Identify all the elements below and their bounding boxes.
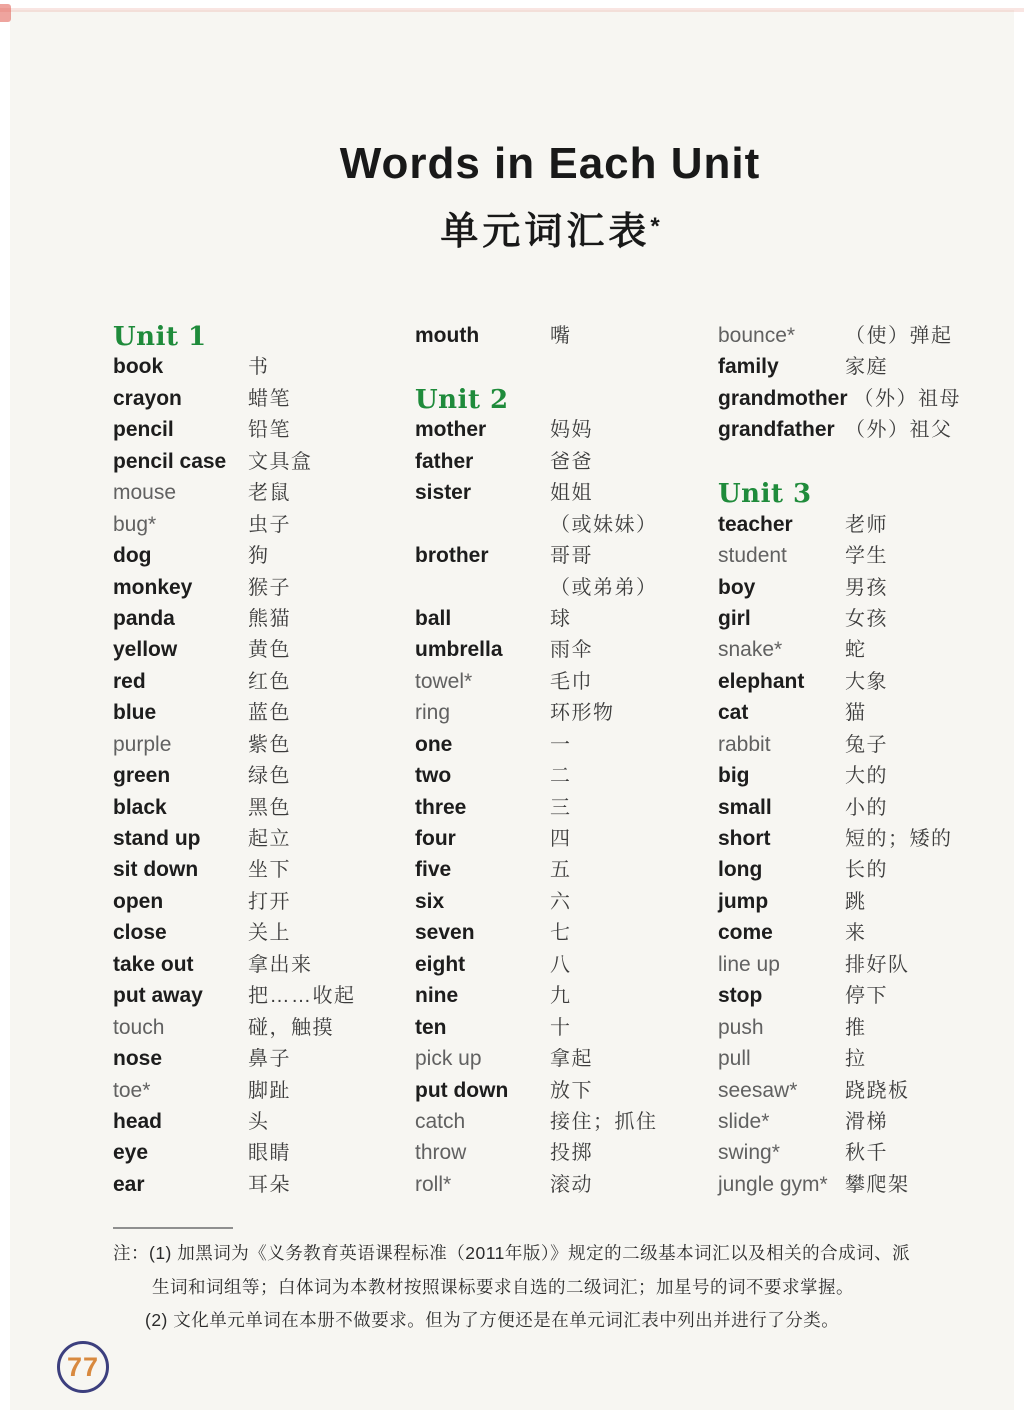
chinese-translation: 妈妈 [550, 419, 593, 442]
chinese-translation: 学生 [845, 545, 888, 568]
word-entry [718, 1171, 1018, 1202]
word-entry [718, 762, 1018, 793]
footnote-line-1: 注：(1) 加黑词为《义务教育英语课程标准（2011年版）》规定的二级基本词汇以及相关的合成词、派 [113, 1243, 911, 1263]
chinese-translation: 铅笔 [248, 419, 291, 442]
english-word: push [718, 1015, 764, 1039]
chinese-translation: 猴子 [248, 576, 291, 599]
english-word: two [415, 764, 452, 788]
chinese-translation: 长的 [845, 859, 888, 882]
chinese-translation: 一 [550, 733, 572, 756]
chinese-translation: 男孩 [845, 576, 888, 599]
chinese-translation: 狗 [248, 545, 270, 568]
chinese-translation: （外）祖父 [845, 419, 953, 442]
english-word: put away [113, 984, 203, 1008]
word-entry [718, 1014, 1018, 1045]
word-entry [113, 731, 413, 762]
spacer [415, 353, 715, 384]
word-entry [113, 982, 413, 1013]
english-word: snake* [718, 638, 783, 662]
word-entry [415, 794, 715, 825]
word-entry [415, 1014, 715, 1045]
english-word: line up [718, 952, 780, 976]
word-entry [113, 542, 413, 573]
english-word: take out [113, 952, 194, 976]
chinese-translation: 黄色 [248, 639, 291, 662]
footnote-line-3: (2) 文化单元单词在本册不做要求。但为了方便还是在单元词汇表中列出并进行了分类。 [145, 1310, 840, 1330]
word-entry [415, 731, 715, 762]
word-entry [113, 1014, 413, 1045]
word-column-3 [718, 322, 1018, 1202]
english-word: rabbit [718, 732, 771, 756]
chinese-translation: 耳朵 [248, 1173, 291, 1196]
word-entry [718, 1139, 1018, 1170]
english-word: monkey [113, 575, 193, 599]
word-entry [113, 1171, 413, 1202]
english-word: father [415, 449, 474, 473]
english-word: catch [415, 1109, 466, 1133]
chinese-translation: 接住；抓住 [550, 1110, 658, 1133]
english-word: towel* [415, 669, 473, 693]
word-column-2 [415, 322, 715, 1202]
word-entry [113, 825, 413, 856]
word-entry [113, 1139, 413, 1170]
word-entry [718, 825, 1018, 856]
word-entry [718, 888, 1018, 919]
word-entry [113, 699, 413, 730]
word-entry [415, 1045, 715, 1076]
chinese-translation: 小的 [845, 796, 888, 819]
chinese-translation: 雨伞 [550, 639, 593, 662]
word-entry [718, 668, 1018, 699]
word-entry [113, 353, 413, 384]
chinese-translation: 碰，触摸 [248, 1016, 334, 1039]
chinese-translation: 嘴 [550, 325, 572, 347]
word-entry [415, 668, 715, 699]
english-word: cat [718, 701, 749, 725]
english-word: eight [415, 952, 466, 976]
subtitle-asterisk: * [650, 213, 660, 240]
word-entry [415, 1108, 715, 1139]
chinese-translation: 五 [550, 859, 572, 882]
footnote-divider [113, 1227, 233, 1229]
subtitle-text: 单元词汇表 [440, 211, 651, 253]
english-word: grandmother [718, 386, 848, 410]
chinese-translation: 关上 [248, 922, 291, 945]
english-word: put down [415, 1078, 509, 1102]
chinese-translation: 拿起 [550, 1048, 593, 1071]
chinese-translation: 猫 [845, 702, 867, 725]
word-entry [113, 636, 413, 667]
english-word: stand up [113, 827, 201, 850]
english-word: umbrella [415, 638, 503, 662]
chinese-translation: 大的 [845, 765, 888, 788]
chinese-translation: 攀爬架 [845, 1173, 910, 1196]
word-entry [718, 353, 1018, 384]
english-word: stop [718, 984, 763, 1008]
chinese-translation: （或妹妹） [550, 513, 658, 536]
word-entry [113, 856, 413, 887]
page-title: Words in Each Unit [339, 139, 761, 188]
chinese-translation: 蜡笔 [248, 387, 291, 410]
word-entry [718, 322, 1018, 353]
chinese-translation: 紫色 [248, 733, 291, 756]
english-word: bug* [113, 512, 157, 536]
word-entry [718, 731, 1018, 762]
chinese-translation: 熊猫 [248, 607, 291, 630]
chinese-translation: 七 [550, 922, 572, 945]
word-entry-continuation [415, 574, 715, 605]
word-entry [113, 416, 413, 447]
chinese-translation: 红色 [248, 670, 291, 693]
word-entry [415, 762, 715, 793]
word-entry [415, 825, 715, 856]
word-entry [113, 919, 413, 950]
word-entry [718, 636, 1018, 667]
chinese-translation: 秋千 [845, 1142, 888, 1165]
english-word: pick up [415, 1047, 482, 1071]
chinese-translation: 虫子 [248, 513, 291, 536]
english-word: short [718, 827, 771, 850]
english-word: mouse [113, 481, 177, 505]
word-entry [415, 479, 715, 510]
chinese-translation: 排好队 [845, 953, 910, 976]
english-word: slide* [718, 1109, 770, 1133]
word-entry [718, 511, 1018, 542]
english-word: yellow [113, 638, 178, 662]
word-entry [415, 982, 715, 1013]
chinese-translation: 拿出来 [248, 953, 313, 976]
english-word: six [415, 889, 445, 913]
chinese-translation: 八 [550, 953, 572, 976]
word-entry [113, 448, 413, 479]
english-word: eye [113, 1141, 149, 1165]
english-word: red [113, 669, 146, 693]
chinese-translation: 姐姐 [550, 482, 593, 505]
english-word: swing* [718, 1141, 780, 1165]
chinese-translation: 鼻子 [248, 1048, 291, 1071]
word-entry [415, 699, 715, 730]
english-word: sit down [113, 858, 199, 882]
word-entry [415, 322, 715, 353]
word-entry-continuation [415, 511, 715, 542]
word-entry [113, 1108, 413, 1139]
english-word: family [718, 355, 779, 379]
chinese-translation: 家庭 [845, 356, 888, 379]
chinese-translation: 爸爸 [550, 450, 593, 473]
english-word: mouth [415, 324, 480, 347]
word-entry [415, 1077, 715, 1108]
english-word: small [718, 795, 772, 819]
english-word: purple [113, 732, 172, 756]
word-entry [113, 605, 413, 636]
word-entry [415, 636, 715, 667]
chinese-translation: 三 [550, 796, 572, 819]
word-entry [113, 574, 413, 605]
chinese-translation: 滑梯 [845, 1110, 888, 1133]
english-word: nine [415, 984, 459, 1008]
english-word: head [113, 1109, 163, 1133]
word-entry [415, 542, 715, 573]
english-word: dog [113, 544, 152, 568]
english-word: four [415, 827, 456, 850]
word-entry [718, 951, 1018, 982]
word-entry [718, 385, 1018, 416]
word-entry [718, 794, 1018, 825]
chinese-translation: 放下 [550, 1079, 593, 1102]
scan-artifact-streak [0, 8, 1024, 12]
chinese-translation: 来 [845, 922, 867, 945]
word-entry [415, 416, 715, 447]
english-word: green [113, 764, 171, 788]
chinese-translation: 眼睛 [248, 1142, 291, 1165]
page-number: 77 [66, 1351, 100, 1382]
word-entry [415, 1171, 715, 1202]
english-word: ear [113, 1172, 145, 1196]
chinese-translation: 毛巾 [550, 670, 593, 693]
english-word: open [113, 889, 164, 913]
word-entry [718, 416, 1018, 447]
english-word: ring [415, 701, 451, 725]
english-word: close [113, 921, 167, 945]
chinese-translation: 老师 [845, 513, 888, 536]
english-word: grandfather [718, 418, 835, 442]
word-entry [113, 1077, 413, 1108]
unit-header: Unit 2 [415, 384, 509, 415]
chinese-translation: 老鼠 [248, 482, 291, 505]
english-word: five [415, 858, 452, 882]
english-word: seven [415, 921, 475, 945]
chinese-translation: 起立 [248, 828, 291, 850]
chinese-translation: 黑色 [248, 796, 291, 819]
unit-header: Unit 3 [718, 479, 812, 510]
english-word: throw [415, 1141, 467, 1165]
english-word: panda [113, 606, 175, 630]
word-entry [718, 542, 1018, 573]
english-word: student [718, 544, 787, 568]
chinese-translation: 坐下 [248, 859, 291, 882]
word-entry [113, 1045, 413, 1076]
english-word: long [718, 858, 763, 882]
english-word: jump [718, 889, 769, 913]
english-word: book [113, 355, 164, 379]
word-entry [718, 574, 1018, 605]
word-entry [718, 605, 1018, 636]
word-entry [415, 1139, 715, 1170]
chinese-translation: 大象 [845, 670, 888, 693]
chinese-translation: 脚趾 [248, 1079, 291, 1102]
english-word: seesaw* [718, 1078, 798, 1102]
chinese-translation: 文具盒 [248, 450, 313, 473]
chinese-translation: 四 [550, 828, 572, 850]
english-word: black [113, 795, 167, 819]
chinese-translation: 兔子 [845, 733, 888, 756]
scan-artifact-corner [0, 4, 11, 22]
word-entry [718, 856, 1018, 887]
english-word: girl [718, 606, 751, 630]
chinese-translation: （外）祖母 [853, 387, 962, 410]
chinese-translation: 跳 [845, 890, 867, 913]
english-word: big [718, 764, 750, 788]
english-word: boy [718, 575, 756, 599]
english-word: touch [113, 1015, 165, 1039]
english-word: come [718, 921, 773, 945]
word-entry [718, 982, 1018, 1013]
english-word: ten [415, 1015, 447, 1039]
unit-header: Unit 1 [113, 322, 207, 352]
chinese-translation: 跷跷板 [845, 1079, 910, 1102]
word-entry [718, 1108, 1018, 1139]
page-title-block [86, 138, 1014, 255]
word-entry [113, 794, 413, 825]
footnote-line-2: 生词和词组等；白体词为本教材按照课标要求自选的二级词汇；加星号的词不要求掌握。 [152, 1277, 854, 1297]
chinese-translation: 拉 [845, 1048, 867, 1071]
english-word: three [415, 795, 467, 819]
chinese-translation: 投掷 [550, 1142, 593, 1165]
chinese-translation: 停下 [845, 985, 888, 1008]
english-word: elephant [718, 669, 805, 693]
word-entry [718, 919, 1018, 950]
word-entry [415, 605, 715, 636]
word-entry [113, 479, 413, 510]
english-word: pencil case [113, 449, 227, 473]
page-number-badge [57, 1341, 109, 1393]
english-word: brother [415, 544, 489, 568]
chinese-translation: 哥哥 [550, 545, 593, 568]
word-entry [718, 1045, 1018, 1076]
english-word: ball [415, 606, 452, 630]
word-entry [113, 951, 413, 982]
spacer [718, 448, 1018, 479]
word-column-1 [113, 322, 413, 1202]
english-word: bounce* [718, 324, 796, 347]
word-entry [415, 951, 715, 982]
word-entry [415, 448, 715, 479]
word-entry [113, 511, 413, 542]
word-entry [113, 668, 413, 699]
english-word: toe* [113, 1078, 151, 1102]
chinese-translation: 推 [845, 1016, 867, 1039]
word-entry [113, 385, 413, 416]
word-entry [718, 699, 1018, 730]
chinese-translation: 短的；矮的 [845, 828, 953, 850]
chinese-translation: 九 [550, 985, 572, 1008]
chinese-translation: 书 [248, 356, 270, 379]
chinese-translation: 球 [550, 607, 572, 630]
word-entry [415, 856, 715, 887]
english-word: blue [113, 701, 157, 725]
chinese-translation: 滚动 [550, 1173, 593, 1196]
textbook-page [10, 10, 1014, 1410]
english-word: mother [415, 418, 487, 442]
chinese-translation: 环形物 [550, 702, 615, 725]
english-word: roll* [415, 1172, 452, 1196]
chinese-translation: （使）弹起 [845, 325, 953, 347]
page-subtitle [86, 204, 1014, 255]
english-word: teacher [718, 512, 793, 536]
word-entry [113, 888, 413, 919]
chinese-translation: 女孩 [845, 607, 888, 630]
english-word: crayon [113, 386, 182, 410]
chinese-translation: 六 [550, 890, 572, 913]
chinese-translation: 绿色 [248, 765, 291, 788]
chinese-translation: 把……收起 [248, 985, 356, 1008]
chinese-translation: （或弟弟） [550, 576, 658, 599]
chinese-translation: 蛇 [845, 639, 867, 662]
english-word: pull [718, 1047, 751, 1071]
english-word: one [415, 732, 453, 756]
english-word: jungle gym* [718, 1172, 828, 1196]
word-entry [415, 888, 715, 919]
english-word: sister [415, 481, 472, 505]
chinese-translation: 打开 [248, 890, 291, 913]
english-word: nose [113, 1047, 163, 1071]
chinese-translation: 二 [550, 765, 572, 788]
chinese-translation: 十 [550, 1016, 572, 1039]
chinese-translation: 蓝色 [248, 702, 291, 725]
word-entry [718, 1077, 1018, 1108]
english-word: pencil [113, 418, 174, 442]
chinese-translation: 头 [248, 1110, 270, 1133]
word-entry [113, 762, 413, 793]
word-entry [415, 919, 715, 950]
